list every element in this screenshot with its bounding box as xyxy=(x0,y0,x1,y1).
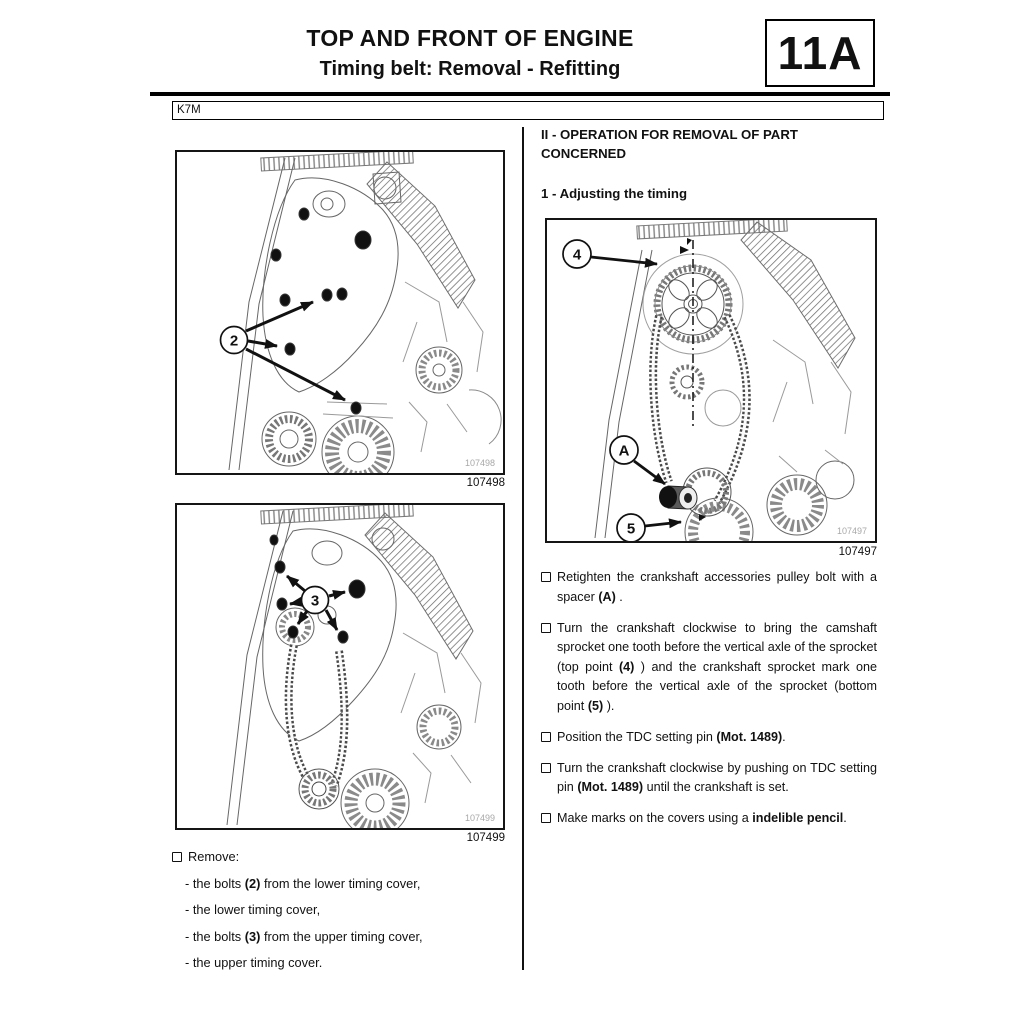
engine-illustration-upper-cover-bolts xyxy=(177,505,503,828)
callout-5-label: 5 xyxy=(626,520,636,538)
page-title: TOP AND FRONT OF ENGINE xyxy=(306,25,634,51)
callout-3-label: 3 xyxy=(310,592,320,610)
remove-item: - the bolts (2) from the lower timing cover, xyxy=(185,875,421,891)
engine-illustration-lower-cover-bolts xyxy=(177,152,503,473)
square-bullet-icon xyxy=(541,623,551,633)
timing-mark-ticks xyxy=(680,238,692,254)
figure-107499 xyxy=(175,503,505,830)
square-bullet-icon xyxy=(541,732,551,742)
remove-list xyxy=(171,849,516,971)
remove-item: - the lower timing cover, xyxy=(185,902,321,917)
section-heading: II - OPERATION FOR REMOVAL OF PART CONCERNED xyxy=(541,127,798,161)
callout-2-bubble xyxy=(221,327,248,354)
remove-item: - the bolts (3) from the upper timing cover, xyxy=(185,928,423,944)
section-code: 11A xyxy=(777,27,863,79)
square-bullet-icon xyxy=(541,763,551,773)
subsection-heading: 1 - Adjusting the timing xyxy=(541,186,688,201)
procedure-list xyxy=(540,568,877,840)
square-bullet-icon xyxy=(541,813,551,823)
procedure-step: Turn the crankshaft clockwise by pushing on TDC setting pin (Mot. 1489) until the crankshaft is set. xyxy=(540,759,877,798)
callout-2-arrows xyxy=(246,302,345,400)
figure-caption: 107498 xyxy=(466,477,505,489)
engine-code-bar xyxy=(172,101,884,120)
figure-inner-number: 107497 xyxy=(836,526,867,536)
callout-4-bubble xyxy=(563,240,591,268)
figure-caption: 107497 xyxy=(838,546,877,558)
procedure-step: Turn the crankshaft clockwise to bring the camshaft sprocket one tooth before the vertical axle of the sprocket (top point (4) ) and the crankshaft sprocket mark one tooth before the vertical axle of the sprocket (bottom point (5) ). xyxy=(540,619,877,717)
engine-code: K7M xyxy=(177,104,201,116)
callout-a-bubble xyxy=(610,436,638,464)
callout-2-label: 2 xyxy=(229,332,239,350)
figure-caption: 107499 xyxy=(466,832,505,844)
section-code-box xyxy=(765,19,875,87)
square-bullet-icon xyxy=(172,852,182,862)
column-divider xyxy=(522,127,524,970)
procedure-step: Retighten the crankshaft accessories pulley bolt with a spacer (A) . xyxy=(540,568,877,607)
remove-item: - the upper timing cover. xyxy=(185,955,323,970)
procedure-step: Position the TDC setting pin (Mot. 1489). xyxy=(540,728,877,748)
callout-3-bubble xyxy=(302,587,329,614)
header-rule xyxy=(150,92,890,96)
engine-illustration-timing-adjustment xyxy=(547,220,875,541)
figure-inner-number: 107498 xyxy=(464,458,495,468)
remove-items xyxy=(171,876,516,972)
square-bullet-icon xyxy=(541,572,551,582)
page-subtitle: Timing belt: Removal - Refitting xyxy=(319,58,621,80)
callout-5-bubble xyxy=(617,514,645,541)
procedure-step: Make marks on the covers using a indelible pencil. xyxy=(540,809,877,829)
figure-107497 xyxy=(545,218,877,543)
figure-inner-number: 107499 xyxy=(464,813,495,823)
remove-label: Remove: xyxy=(188,849,240,864)
figure-107498 xyxy=(175,150,505,475)
callout-4-label: 4 xyxy=(572,246,582,264)
remove-heading xyxy=(171,849,516,865)
callout-a-label: A xyxy=(618,442,630,460)
